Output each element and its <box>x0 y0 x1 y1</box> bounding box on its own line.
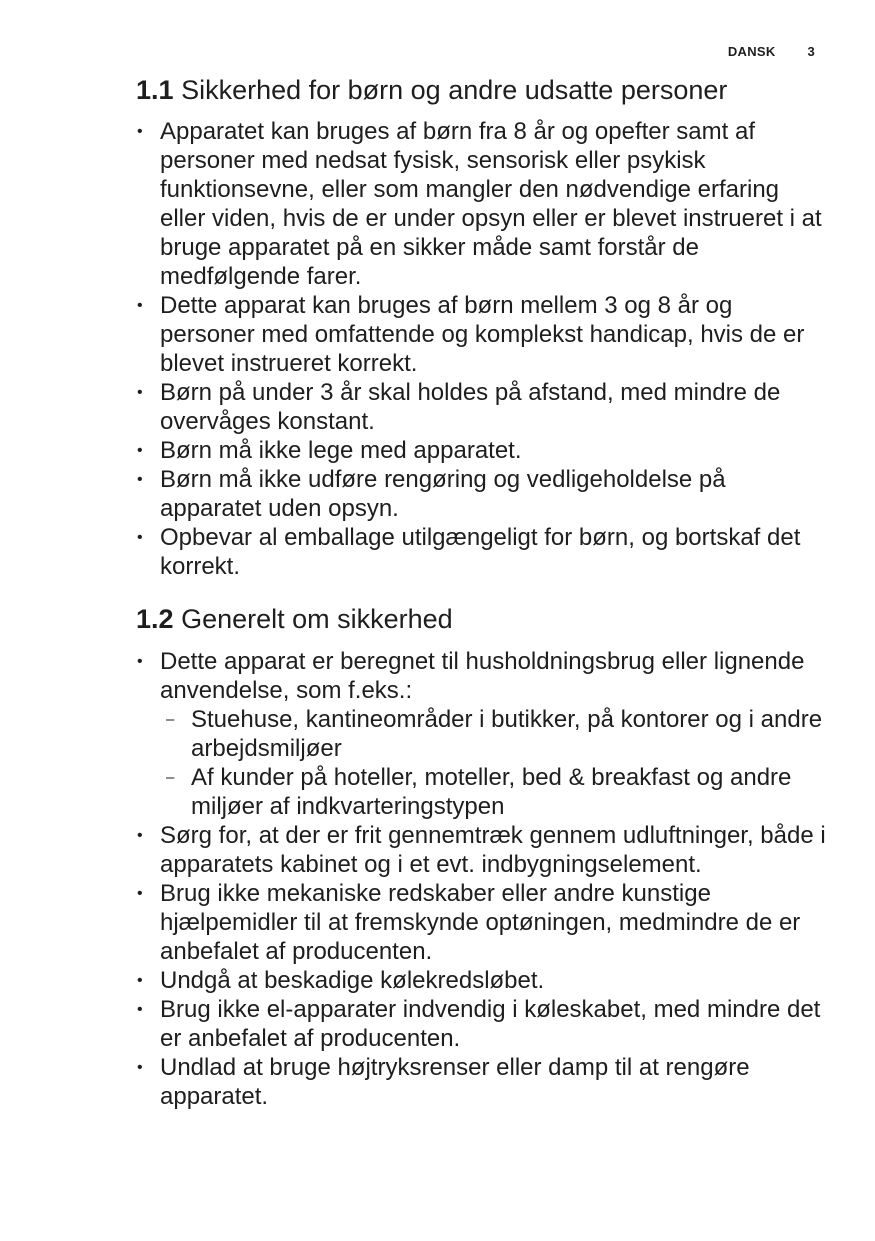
bullet-icon: • <box>137 885 143 902</box>
dash-icon: – <box>166 711 175 728</box>
list-item <box>136 465 826 523</box>
document-body <box>136 72 826 1111</box>
section-title: Sikkerhed for børn og andre udsatte personer <box>181 75 728 105</box>
bullet-icon: • <box>137 471 143 488</box>
bullet-list <box>136 647 826 1111</box>
dash-icon: – <box>166 769 175 786</box>
list-item-text: Undgå at beskadige kølekredsløbet. <box>160 967 545 994</box>
language-label: DANSK <box>727 44 776 59</box>
bullet-icon: • <box>137 442 143 459</box>
section-general-safety <box>136 601 826 1111</box>
list-item-text: Børn på under 3 år skal holdes på afstand, med mindre de overvåges konstant. <box>160 379 781 435</box>
list-item-text: Sørg for, at der er frit gennemtræk gennem udluftninger, både i apparatets kabinet og i et evt. indbygningselement. <box>160 822 826 878</box>
list-item-text: Undlad at bruge højtryksrenser eller damp til at rengøre apparatet. <box>160 1054 750 1110</box>
bullet-icon: • <box>137 1059 143 1076</box>
sub-list-item <box>160 705 826 763</box>
bullet-list <box>136 117 826 581</box>
section-child-safety <box>136 72 826 581</box>
list-item <box>136 523 826 581</box>
list-item <box>136 821 826 879</box>
sub-list-item <box>160 763 826 821</box>
bullet-icon: • <box>137 972 143 989</box>
list-item-text: Brug ikke el-apparater indvendig i køleskabet, med mindre det er anbefalet af producenten. <box>160 996 821 1052</box>
page-header <box>728 44 815 59</box>
bullet-icon: • <box>137 123 143 140</box>
bullet-icon: • <box>137 384 143 401</box>
list-item-text: Dette apparat er beregnet til husholdningsbrug eller lignende anvendelse, som f.eks.: <box>160 648 805 704</box>
list-item <box>136 647 826 821</box>
list-item <box>136 879 826 966</box>
list-item <box>136 436 826 465</box>
bullet-icon: • <box>137 653 143 670</box>
list-item <box>136 995 826 1053</box>
section-heading <box>136 72 826 108</box>
section-number: 1.2 <box>136 604 174 634</box>
sub-list-item-text: Af kunder på hoteller, moteller, bed & breakfast og andre miljøer af indkvarteringstypen <box>191 764 792 820</box>
bullet-icon: • <box>137 827 143 844</box>
list-item-text: Apparatet kan bruges af børn fra 8 år og opefter samt af personer med nedsat fysisk, sensorisk eller psykisk funktionsevne, eller som mangler den nødvendige erfaring eller viden, hvis de er under opsyn eller er blevet instrueret i at bruge apparatet på en sikker måde samt forstår de medfølgende farer. <box>160 118 822 290</box>
list-item-text: Børn må ikke udføre rengøring og vedligeholdelse på apparatet uden opsyn. <box>160 466 726 522</box>
section-title: Generelt om sikkerhed <box>181 604 453 634</box>
section-number: 1.1 <box>136 75 174 105</box>
list-item-text: Dette apparat kan bruges af børn mellem 3 og 8 år og personer med omfattende og komplekst handicap, hvis de er blevet instrueret korrekt. <box>160 292 805 377</box>
list-item-text: Brug ikke mekaniske redskaber eller andre kunstige hjælpemidler til at fremskynde optøningen, medmindre de er anbefalet af producenten. <box>160 880 801 965</box>
list-item <box>136 966 826 995</box>
sub-list <box>160 705 826 821</box>
list-item-text: Opbevar al emballage utilgængeligt for børn, og bortskaf det korrekt. <box>160 524 801 580</box>
list-item <box>136 117 826 291</box>
bullet-icon: • <box>137 529 143 546</box>
list-item <box>136 378 826 436</box>
list-item <box>136 1053 826 1111</box>
list-item-text: Børn må ikke lege med apparatet. <box>160 437 522 464</box>
section-heading <box>136 601 826 637</box>
sub-list-item-text: Stuehuse, kantineområder i butikker, på kontorer og i andre arbejdsmiljøer <box>191 706 823 762</box>
bullet-icon: • <box>137 297 143 314</box>
page-number: 3 <box>807 44 815 59</box>
bullet-icon: • <box>137 1001 143 1018</box>
list-item <box>136 291 826 378</box>
